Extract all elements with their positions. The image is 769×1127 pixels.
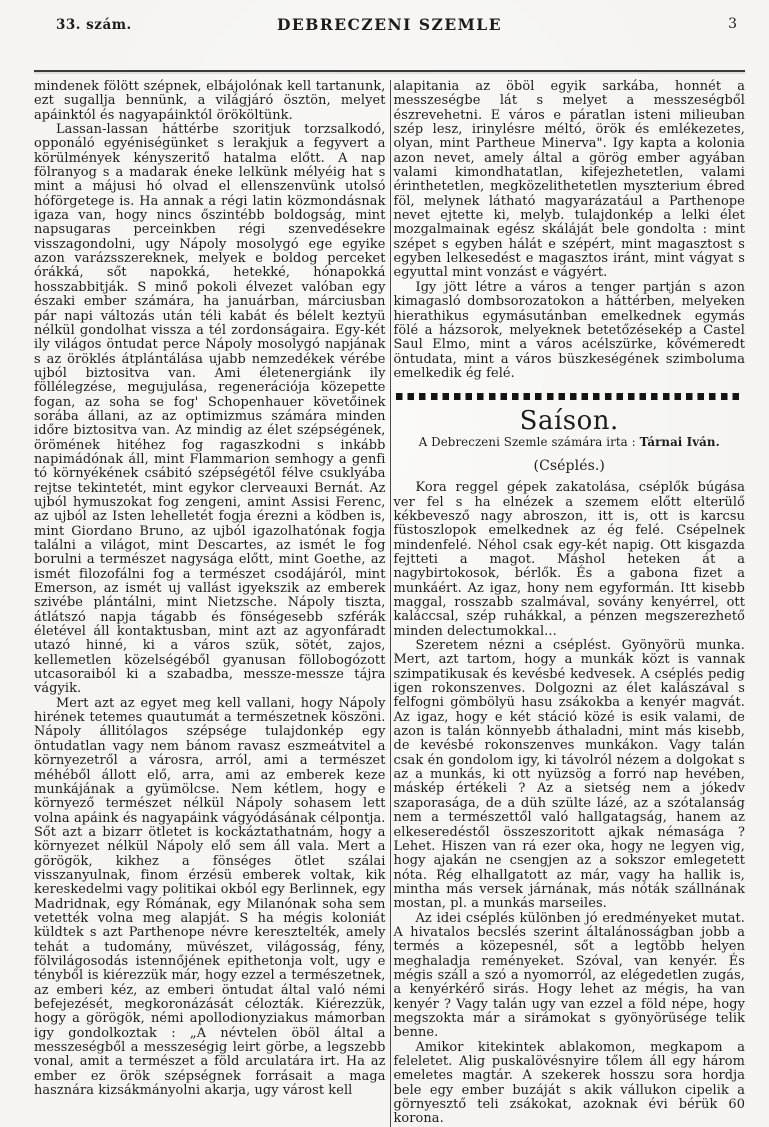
paragraph: mindenek fölött szépnek, elbájolónak kell tartanunk, ezt sugallja bennünk, a világjáró ösztön, melyet apáinktól és nagyapáinktól örököltünk. [34,79,386,123]
header-rule [34,70,745,72]
article-subtitle: (Cséplés.) [533,457,605,474]
paragraph: Lassan-lassan háttérbe szoritjuk torzsalkodó, opponáló egyéniségünket s lerakjuk a fegyvert a körülmények kényszeritő hatalma előtt. A nap fölranyog s a madarak éneke lelkünk mélyéig hat s mint a májusi hó olvad el ellenszenvünk utolsó hóförgetege is. Ha annak a régi latin közmondásnak igaza van, hogy nincs őszintébb boldogság, mint napsugaras perceinkben régi szenvedésekre visszagondolni, ugy Nápoly mosolygó ege egyike azon varázsszereknek, melyek e boldog perceket órákká, sőt napokká, hetekké, hónapokká hosszabbitják. S minő pokoli élvezet valóban egy északi ember számára, ha januárban, márciusban pár napi változás után téli kabát és bélelt keztyü nélkül gondolhat vissza a tél zordonságaira. Egy-két ily világos öntudat perce Nápoly mosolygó napjának s az öröklés átplántálása ujabb nemzedékek vérébe ujból biztositva van. Ami életenergiánk ily föllélegzése, megujulása, regenerációja közepette fogan, az soha se fog' Schopenhauer követőinek sorába állani, az az optimizmus számára minden időre biztositva van. Az mindig az élet szépségének, örömének hitéhez fog ragaszkodni s inkább napimádónak áll, mint Flammarion semhogy a genfi tó környékének csábitó szépségétől félve csuklyába rejtse tekintetét, mint egykor clerveauxi Bernát. Az ujból hymuszokat fog zengeni, amint Assisi Ferenc, az ujból az Isten lehelletét fogja érezni a ködben is, mint Giordano Bruno, az ujból igazolhatónak fogja találni a világot, mint Descartes, az ismét le fog borulni a természet nagysága előtt, mint Goethe, az ismét filozofálni fog a természet csodájáról, mint Emerson, az ismét uj vallást igyekszik az emberek szivébe plántálni, mint Nietzsche. Nápoly tiszta, átlátszó napja tágabb és fönségesebb szférák életével áll kontaktusban, mint azt az agyonfáradt utazó hinné, ki a város szük, sötét, zajos, kellemetlen közelségéből gyanusan föllobogózott utcasoraiból ki a szabadba, messze-messze tájra vágyik. [34,122,386,697]
right-column [394,80,746,1127]
paragraph: Az idei cséplés különben jó eredményeket mutat. A hivatalos becslés szerint általánosságban jobb a termés a közepesnél, sőt a legtöbb helyen meghaladja reményeket. Szóval, van kenyér. És mégis száll a szó a nyomorról, az elégedetlen zugás, a kenyérkérő sirás. Hogy lehet az mégis, ha van kenyér ? Vagy talán ugy van ezzel a föld népe, hogy megszokta már a sirámokat s gyönyörüsége telik benne. [393,910,745,1041]
paragraph: Kora reggel gépek zakatolása, cséplők búgása ver fel s ha elnézek a szemem előtt elterülő kékbevesző nagy abroszon, itt is, ott is karcsu füstoszlopok emelkednek az ég felé. Csépelnek mindenfelé. Néhol csak egy-két napig. Ott kisgazda fejtteti a magot. Máshol heteken át a nagybirtokosok, bérlők. És a gabona fizet a munkáért. Az igaz, hony nem egyformán. Itt kisebb maggal, rosszabb szalmával, sovány kenyérrel, ott kaláccsal, szép ruhákkal, a pénzen megszerezhető minden delectumokkal... [393,480,745,639]
page-number: 3 [728,16,737,32]
paragraph: Amikor kitekintek ablakomon, megkapom a feleletet. Alig puskalövésnyire tőlem áll egy három emeletes magtár. A szekerek hosszu sora hordja bele egy ember buzáját s akik vállukon cipelik a görnyesztő teli zsákokat, azoknak évi bérük 60 korona. [393,1039,745,1127]
paragraph: Mert azt az egyet meg kell vallani, hogy Nápoly hirének tetemes quautumát a természetnek köszöni. Nápoly állitólagos szépsége tulajdonkép egy öntudatlan vagy nem bánom ravasz eszmeátvitel a környezetről a városra, arról, ami a természet méhéből állott elő, arra, ami az emberek keze munkájának a gyümölcse. Nem kétlem, hogy e környező természet nélkül Nápoly sohasem lett volna apáink és nagyapáink vágyódásának célpontja. Sőt azt a bizarr ötletet is kockáztathatnám, hogy a környezet nélkül Nápoly elő sem áll vala. Mert a görögök, kikhez a fönséges ötlet szálai visszanyulnak, finom érzésü emberek voltak, kik kereskedelmi vagy politikai okból egy Berlinnek, egy Madridnak, egy Rómának, egy Milanónak soha sem vetették volna meg alapját. S ha mégis koloniát küldtek s azt Parthenope névre keresztelték, amely tehát a tudomány, müvészet, világosság, fény, fölvilágosodás istennőjének epithetonja volt, ugy e tényből is kiérezzük már, hogy ezzel a természetnek, az emberi kéz, az emberi öntudat által való némi befejezését, megkoronázását célozták. Kiérezzük, hogy a görögök, némi apollodionyziakus mámorban igy gondolkoztak : „A névtelen öböl által a messzeségből a messzeségig leirt görbe, a legszebb vonal, amit a természet a föld arculatára irt. Ha az ember ez örök szépségnek forrásait a maga hasznára kizsákmányolni akarja, ugy várost kell [34,695,386,1099]
column-divider-rule [390,80,391,1127]
paragraph: alapitania az öböl egyik sarkába, honnét a messzeségbe lát s melyet a messzeségből észrevehetni. E város e páratlan isteni milieuban szép lesz, irinylésre méltó, örök és emlékezetes, olyan, mint Partheue Minerva". Igy kapta a kolonia azon nevet, amely által a görög ember agyában valami kimondhatatlan, kifejezhetetlen, valami érinthetetlen, megközelithetetlen myszterium ébred föl, melynek látható magyarázatául a Parthenope nevet ejtette ki, melyb. tulajdonkép a lelki élet mozgalmainak egész skáláját bele gondolta : mint szépet s egyben hálát e szépért, mint magasztost s egyben lelkesedést e magasztos iránt, mint vágyat s egyuttal mint vonzást e vágyért. [393,79,745,281]
masthead-title: DEBRECZENI SZEMLE [276,15,503,34]
paragraph: Szeretem nézni a cséplést. Gyönyörü munka. Mert, azt tartom, hogy a munkák közt is vannak szimpatikusak és kevésbé kedvesek. A cséplés pedig igen rokonszenves. Dolgozni az élet kalászával s felfogni gömbölyü hasu zsákokba a kenyér magvát. Az igaz, hogy e két stáció közé is esik valami, de azon is talán könnyebb áthaladni, mint más kisebb, de kevésbé rokonszenves munkákon. Vagy talán csak én gondolom igy, ki távolról nézem a dolgokat s az a munkás, ki ott nyüzsög a forró nap hevében, máskép értékeli ? Az a sietség nem a jókedv szaporasága, de a düh szülte lázé, az a szótalanság nem a természettől való hallgatagság, hanem az elkeseredéstől összeszoritott ajkak némasága ? Lehet. Hiszen van rá ezer oka, hogy ne legyen vig, hogy ajakán ne csengjen az a sokszor emlegetett nóta. Rég elhallgatott az már, vagy ha hallik is, mintha más versek járnának, más nóták szállnának mostan, pl. a munkás marseiles. [393,638,745,912]
byline-author: Tárnai Iván. [639,434,720,449]
two-column-body [34,80,745,1127]
issue-number: 33. szám. [56,17,132,33]
left-column [34,80,386,1127]
page-header [34,10,745,40]
article-title: Saíson. [519,406,619,437]
article-byline [394,435,746,449]
paragraph: Igy jött létre a város a tenger partján s azon kimagasló dombsorozatokon a háttérben, melyeken hierathikus egymásutánban emelkednek egymás fölé a házsorok, melyeknek betetőzésekép a Castel Saul Elmo, mint a város acélszürke, kővémeredt öntudata, mint a város büszkeségének szimboluma emelkedik ég felé. [393,279,745,381]
byline-prefix: A Debreczeni Szemle számára irta : [418,434,640,449]
black-squares-divider-icon [396,393,744,400]
